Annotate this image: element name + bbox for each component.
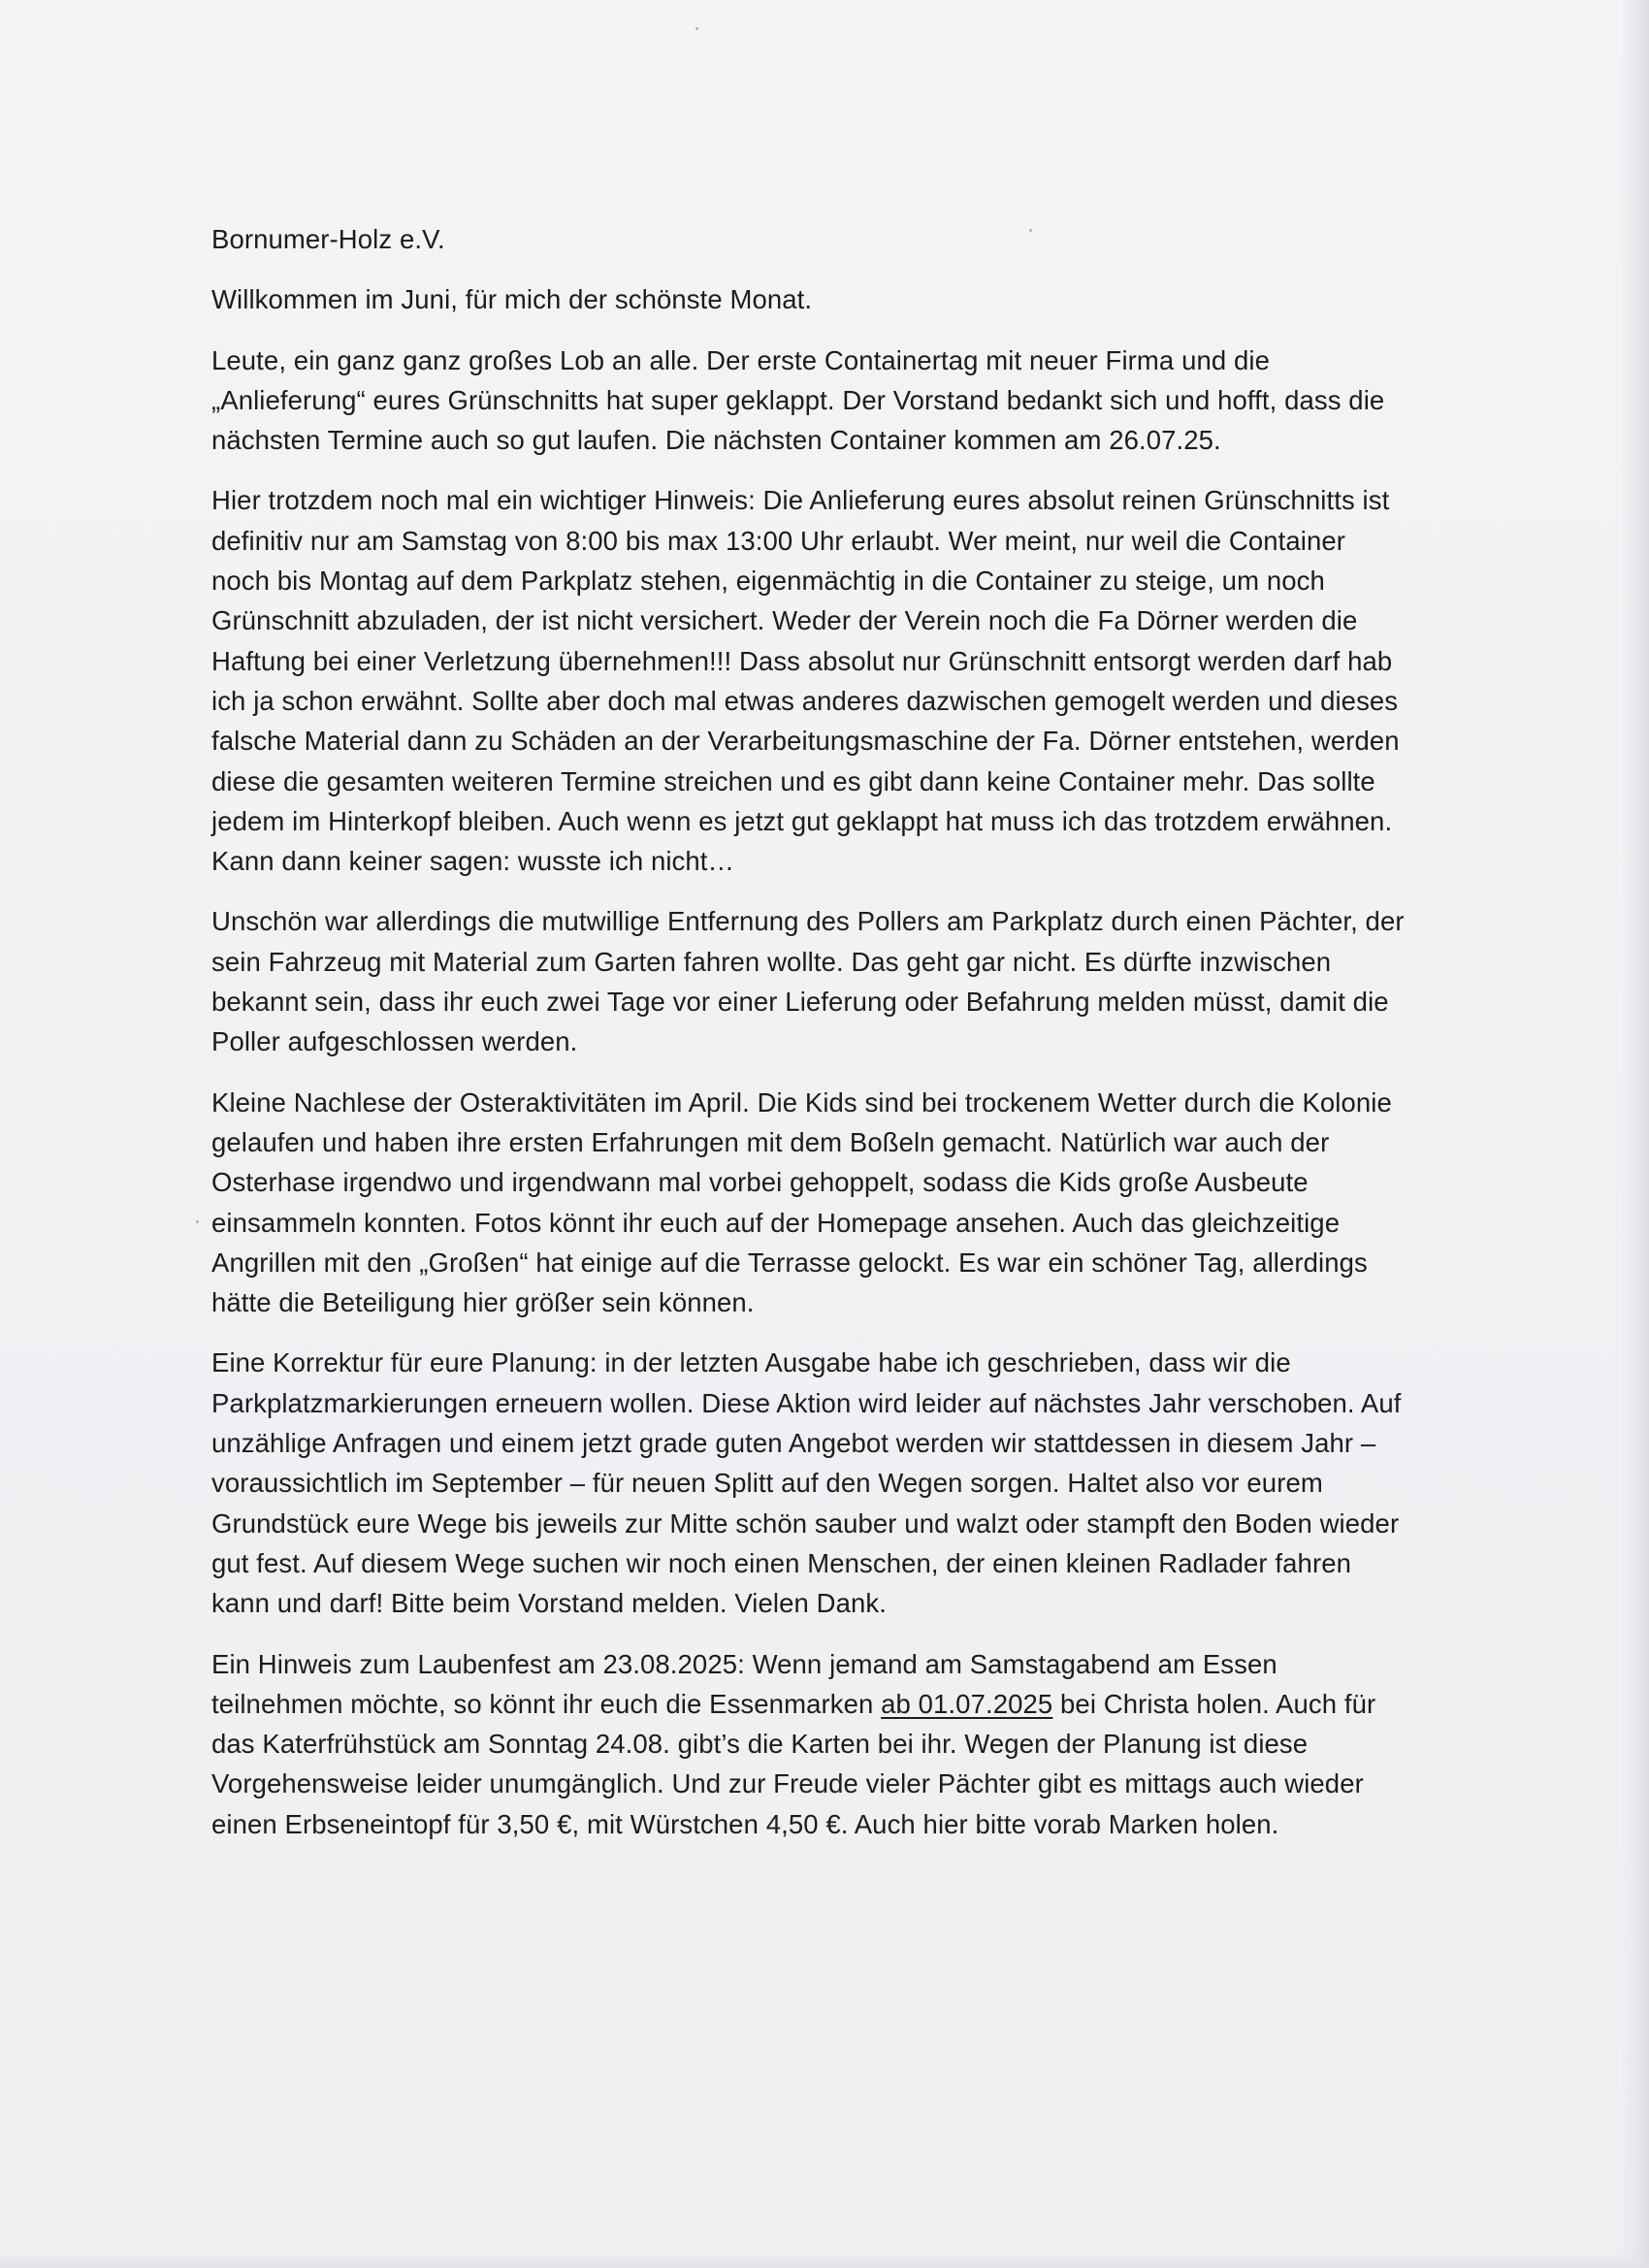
scan-speck: [695, 27, 698, 30]
laubenfest-text-end: bei Christa holen. Auch für das Katerfrühstück am Sonntag 24.08. gibt’s die Karten bei ihr. Wegen der Planung ist diese Vorgehensweise leider unumgänglich. Und zur Freude vieler Pächter gibt es mittags auch wieder einen Erbseneintopf für 3,50 €, mit Würstchen 4,50 €. Auch hier bitte vorab Marken holen.: [211, 1688, 1376, 1839]
scan-edge-shadow-right: [1620, 0, 1649, 2268]
paragraph-container-day: Leute, ein ganz ganz großes Lob an alle. Der erste Containertag mit neuer Firma und die „Anlieferung“ eures Grünschnitts hat super geklappt. Der Vorstand bedankt sich und hofft, dass die nächsten Termine auch so gut laufen. Die nächsten Container kommen am 26.07.25.: [211, 344, 1385, 456]
scan-edge-shadow-bottom: [0, 2254, 1649, 2268]
paragraph-bollard: Unschön war allerdings die mutwillige Entfernung des Pollers am Parkplatz durch einen Pächter, der sein Fahrzeug mit Material zum Garten fahren wollte. Das geht gar nicht. Es dürfte inzwischen bekannt sein, dass ihr euch zwei Tage vor einer Lieferung oder Befahrung melden müsst, damit die Poller aufgeschlossen werden.: [211, 906, 1405, 1057]
paragraph-green-waste-notice: Hier trotzdem noch mal ein wichtiger Hinweis: Die Anlieferung eures absolut reinen Grünschnitts ist definitiv nur am Samstag von 8:00 bis max 13:00 Uhr erlaubt. Wer meint, nur weil die Container noch bis Montag auf dem Parkplatz stehen, eigenmächtig in die Container zu steige, um noch Grünschnitt abzuladen, der ist nicht versichert. Weder der Verein noch die Fa Dörner werden die Haftung bei einer Verletzung übernehmen!!! Dass absolut nur Grünschnitt entsorgt werden darf hab ich ja schon erwähnt. Sollte aber doch mal etwas anderes dazwischen gemogelt werden und dieses falsche Material dann zu Schäden an der Verarbeitungsmaschine der Fa. Dörner entstehen, werden diese die gesamten weiteren Termine streichen und es gibt dann keine Container mehr. Das sollte jedem im Hinterkopf bleiben. Auch wenn es jetzt gut geklappt hat muss ich das trotzdem erwähnen. Kann dann keiner sagen: wusste ich nicht…: [211, 485, 1400, 877]
letter-body: [211, 219, 1405, 1864]
laubenfest-text-start: Ein Hinweis zum Laubenfest am 23.08.2025: Wenn jemand am Samstagabend am Essen teilnehmen möchte, so könnt ihr euch die Essenmarken: [211, 1648, 1277, 1719]
association-name: Bornumer-Holz e.V.: [211, 224, 445, 254]
underlined-date: ab 01.07.2025: [881, 1688, 1053, 1719]
paragraph-easter-review: Kleine Nachlese der Osteraktivitäten im April. Die Kids sind bei trockenem Wetter durch die Kolonie gelaufen und haben ihre ersten Erfahrungen mit dem Boßeln gemacht. Natürlich war auch der Osterhase irgendwo und irgendwann mal vorbei gehoppelt, sodass die Kids große Ausbeute einsammeln konnten. Fotos könnt ihr euch auf der Homepage ansehen. Auch das gleichzeitige Angrillen mit den „Großen“ hat einige auf die Terrasse gelockt. Es war ein schöner Tag, allerdings hätte die Beteiligung hier größer sein können.: [211, 1086, 1392, 1318]
paragraph-laubenfest: [211, 1644, 1405, 1844]
greeting: Willkommen im Juni, für mich der schönste Monat.: [211, 284, 813, 315]
paragraph-planning-correction: Eine Korrektur für eure Planung: in der letzten Ausgabe habe ich geschrieben, dass wir die Parkplatzmarkierungen erneuern wollen. Diese Aktion wird leider auf nächstes Jahr verschoben. Auf unzählige Anfragen und einem jetzt grade guten Angebot werden wir stattdessen in diesem Jahr – voraussichtlich im September – für neuen Splitt auf den Wegen sorgen. Haltet also vor eurem Grundstück eure Wege bis jeweils zur Mitte schön sauber und walzt oder stampft den Boden wieder gut fest. Auf diesem Wege suchen wir noch einen Menschen, der einen kleinen Radlader fahren kann und darf! Bitte beim Vorstand melden. Vielen Dank.: [211, 1347, 1402, 1619]
scan-speck: [196, 1220, 199, 1223]
